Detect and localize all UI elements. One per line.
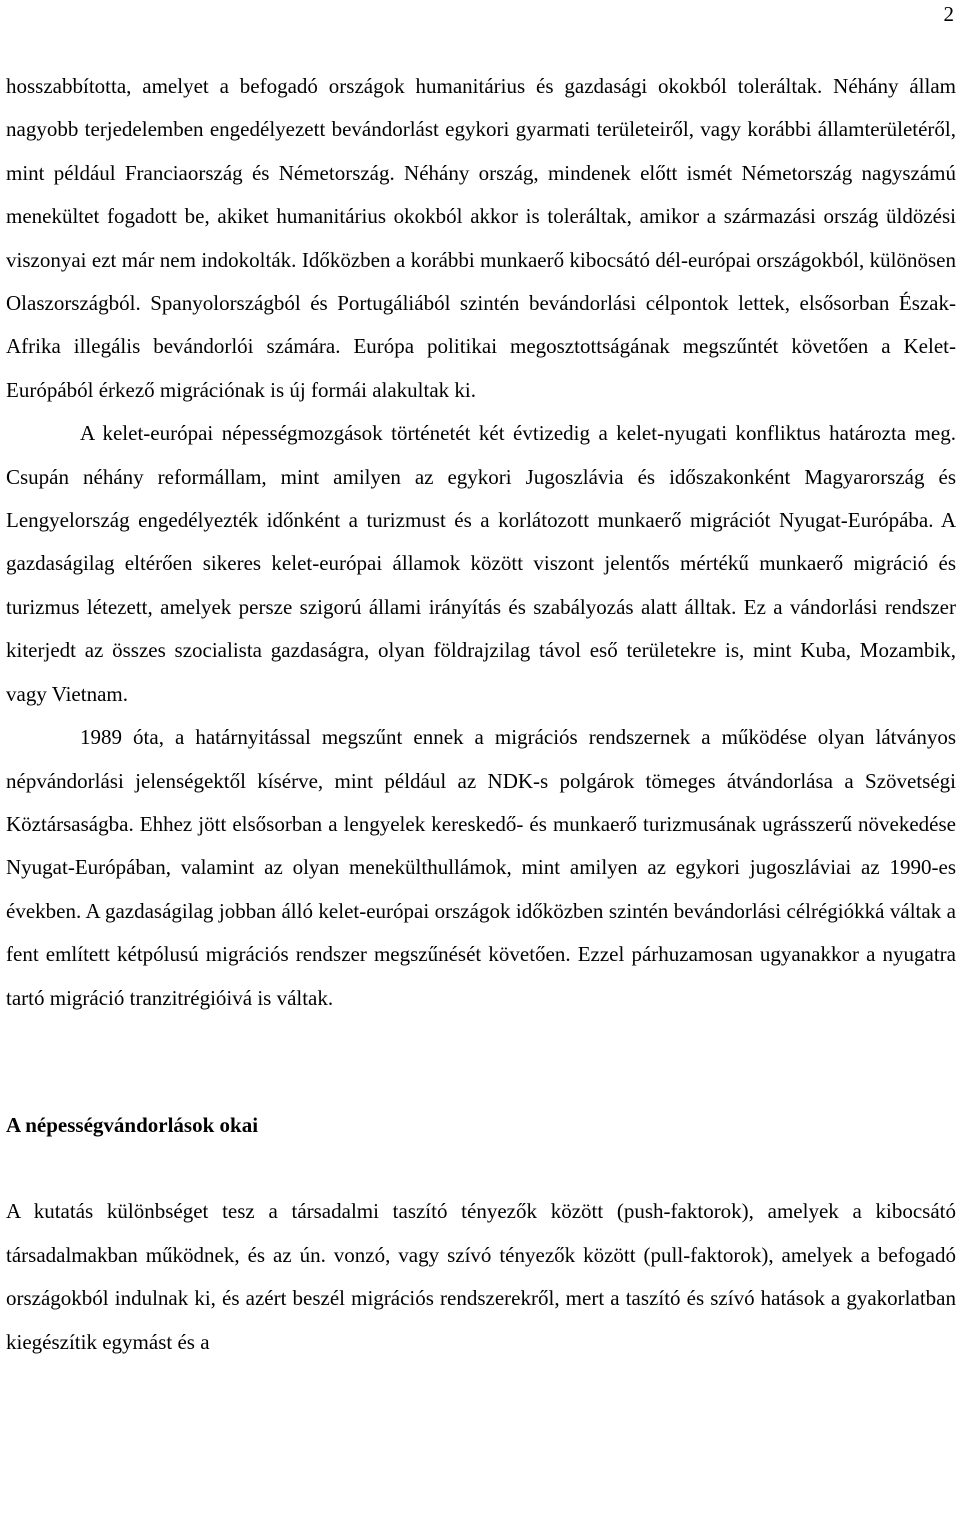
paragraph-2: A kelet-európai népességmozgások történetét két évtizedig a kelet-nyugati konfliktus határozta meg. Csupán néhány reformállam, mint amilyen az egykori Jugoszlávia és időszakonként Magyarország és Lengyelország engedélyezték időnként a turizmust és a korlátozott munkaerő migrációt Nyugat-Európába. A gazdaságilag eltérően sikeres kelet-európai államok között viszont jelentős mértékű munkaerő migráció és turizmus létezett, amelyek persze szigorú állami irányítás és szabályozás alatt álltak. Ez a vándorlási rendszer kiterjedt az összes szocialista gazdaságra, olyan földrajzilag távol eső területekre is, mint Kuba, Mozambik, vagy Vietnam. bbox=[6, 421, 956, 706]
spacer bbox=[6, 1020, 956, 1104]
page-number: 2 bbox=[943, 2, 954, 26]
document-body bbox=[6, 65, 956, 1364]
section-paragraph: A kutatás különbséget tesz a társadalmi taszító tényezők között (push-faktorok), amelyek a kibocsátó társadalmakban működnek, és az ún. vonzó, vagy szívó tényezők között (pull-faktorok), amelyek a befogadó országokból indulnak ki, és azért beszél migrációs rendszerekről, mert a taszító és szívó hatások a gyakorlatban kiegészítik egymást és a bbox=[6, 1199, 956, 1354]
paragraph-1: hosszabbította, amelyet a befogadó országok humanitárius és gazdasági okokból toleráltak. Néhány állam nagyobb terjedelemben engedélyezett bevándorlást egykori gyarmati területeiről, vagy korábbi államterületéről, mint például Franciaország és Németország. Néhány ország, mindenek előtt ismét Németország nagyszámú menekültet fogadott be, akiket humanitárius okokból akkor is toleráltak, amikor a származási ország üldözési viszonyai ezt már nem indokolták. Időközben a korábbi munkaerő kibocsátó dél-európai országokból, különösen Olaszországból. Spanyolországból és Portugáliából szintén bevándorlási célpontok lettek, elsősorban Észak-Afrika illegális bevándorlói számára. Európa politikai megosztottságának megszűntét követően a Kelet-Európából érkező migrációnak is új formái alakultak ki. bbox=[6, 74, 956, 402]
spacer bbox=[6, 1147, 956, 1190]
section-heading: A népességvándorlások okai bbox=[6, 1112, 259, 1137]
paragraph-3: 1989 óta, a határnyitással megszűnt ennek a migrációs rendszernek a működése olyan látványos népvándorlási jelenségektől kísérve, mint például az NDK-s polgárok tömeges átvándorlása a Szövetségi Köztársaságba. Ehhez jött elsősorban a lengyelek kereskedő- és munkaerő turizmusának ugrásszerű növekedése Nyugat-Európában, valamint az olyan menekülthullámok, mint amilyen az egykori jugoszláviai az 1990-es években. A gazdaságilag jobban álló kelet-európai országok időközben szintén bevándorlási célrégiókká váltak a fent említett kétpólusú migrációs rendszer megszűnését követően. Ezzel párhuzamosan ugyanakkor a nyugatra tartó migráció tranzitrégióivá is váltak. bbox=[6, 725, 956, 1010]
